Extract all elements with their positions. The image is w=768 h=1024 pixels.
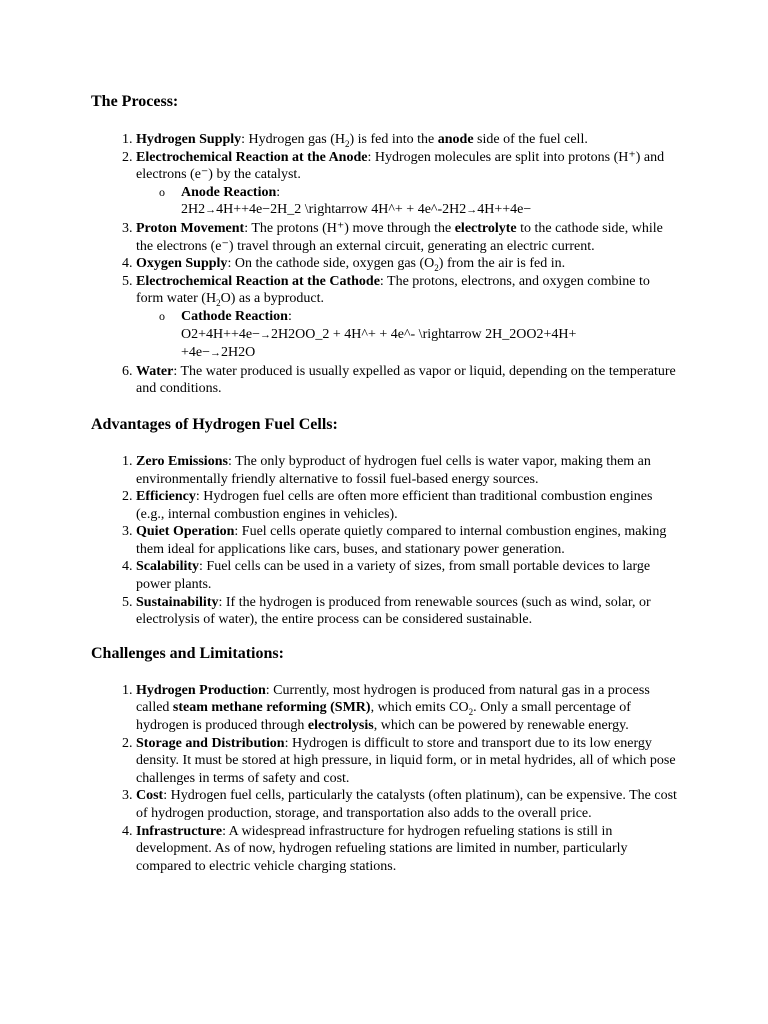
eq-part: +4e− [181,345,211,361]
subscript: 2 [216,298,221,309]
term: Electrochemical Reaction at the Cathode [136,273,380,289]
eq-part: 2H2 [181,202,206,218]
sub-list-item [159,308,680,363]
sub-label: Anode Reaction [181,184,277,200]
item-text: : Hydrogen gas (H [241,132,345,147]
list-item [136,735,680,788]
bold-term: anode [437,132,474,147]
term: Quiet Operation [136,524,235,540]
eq-part: 4H++4e−2H_2 \rightarrow 4H^+ + 4e^-2H2 [216,202,467,218]
item-text: side of the fuel cell. [473,132,588,147]
bullet-icon: o [159,308,165,323]
arrow-icon: → [205,204,217,217]
eq-part: 2H2O [221,345,256,361]
bold-term: electrolyte [454,220,517,236]
anode-equation [181,201,680,220]
sub-label: Cathode Reaction [181,308,288,324]
bold-term: electrolysis [307,718,374,734]
item-text: : Hydrogen fuel cells, particularly the catalysts (often platinum), can be expensive. The cost of hydrogen production, storage, and transportation also adds to the overall price. [136,788,677,821]
list-item [136,823,680,876]
list-item [136,131,680,149]
advantages-list [91,453,680,629]
eq-part: 2H2OO_2 + 4H^+ + 4e^- \rightarrow 2H_2OO2+4H+ [271,326,577,342]
term: Electrochemical Reaction at the Anode [136,149,368,165]
eq-part: 4H++4e− [477,202,532,218]
item-text: : Fuel cells operate quietly compared to internal combustion engines, making them ideal for applications like cars, buses, and stationary power generation. [136,524,667,557]
term: Water [136,363,174,379]
term: Proton Movement [136,220,245,236]
term: Sustainability [136,594,219,610]
item-text: to the cathode side, while the electrons (e⁻) travel through an external circuit, generating an electric current. [136,220,663,254]
item-text: : The protons, electrons, and oxygen combine to form water (H [136,273,650,307]
list-item [136,682,680,735]
colon: : [287,308,292,324]
item-text: : The only byproduct of hydrogen fuel cells is water vapor, making them an environmentally friendly alternative to fossil fuel-based energy sources. [136,453,651,487]
sub-list-item [159,184,680,220]
item-text: : Fuel cells can be used in a variety of sizes, from small portable devices to large power plants. [136,559,651,593]
cathode-equation-cont [181,344,680,363]
list-item [136,255,680,273]
list-item [136,453,680,488]
list-item [136,594,680,629]
eq-part: O2+4H++4e− [181,326,261,342]
item-text: : Currently, most hydrogen is produced from natural gas in a process called [136,682,650,716]
term: Scalability [136,559,200,575]
subscript: 2 [344,138,350,149]
item-text: : The water produced is usually expelled as vapor or liquid, depending on the temperature and conditions. [136,363,676,397]
subscript: 2 [434,262,439,273]
item-text: : The protons (H⁺) move through the [244,220,455,236]
arrow-icon: → [466,204,478,217]
item-text: O) as a byproduct. [220,291,324,307]
item-text: , which can be powered by renewable energy. [373,718,629,734]
item-text: . Only a small percentage of hydrogen is produced through [136,700,631,734]
list-item [136,523,680,558]
list-item [136,363,680,398]
advantages-heading: Advantages of Hydrogen Fuel Cells: [91,415,338,433]
list-item [136,149,680,220]
bold-term: steam methane reforming (SMR) [172,700,371,716]
challenges-list [91,682,680,876]
item-text: ) from the air is fed in. [438,256,566,272]
sub-list [136,184,680,220]
cathode-equation [181,326,680,345]
term: Storage and Distribution [136,735,285,751]
item-text: : A widespread infrastructure for hydrogen refueling stations is still in development. As of now, hydrogen refueling stations are limited in number, particularly compared to electric vehicle charging stations. [136,823,628,874]
list-item [136,273,680,363]
list-item [136,787,680,822]
list-item [136,488,680,523]
term: Infrastructure [136,823,223,839]
process-list [91,131,680,398]
subscript: 2 [468,707,474,718]
item-text: : Hydrogen is difficult to store and transport due to its low energy density. It must be stored at high pressure, in liquid form, or in metal hydrides, all of which pose challenges in terms of safety and cost. [136,735,676,786]
challenges-heading: Challenges and Limitations: [91,644,284,662]
arrow-icon: → [210,347,222,360]
term: Hydrogen Supply [136,132,242,147]
colon: : [276,184,281,200]
process-heading: The Process: [91,93,179,110]
item-text: : Hydrogen fuel cells are often more efficient than traditional combustion engines (e.g., internal combustion engines in vehicles). [136,489,653,522]
bullet-icon: o [159,184,165,199]
term: Efficiency [136,489,196,505]
term: Cost [136,788,164,804]
item-text: , which emits CO [370,700,469,716]
term: Hydrogen Production [136,682,266,698]
item-text: : Hydrogen molecules are split into protons (H⁺) and electrons (e⁻) by the catalyst. [136,149,665,183]
term: Oxygen Supply [136,256,228,272]
item-text: : If the hydrogen is produced from renewable sources (such as wind, solar, or electrolysis of water), the entire process can be considered sustainable. [136,594,651,628]
item-text: : On the cathode side, oxygen gas (O [227,256,435,272]
arrow-icon: → [260,328,272,341]
term: Zero Emissions [136,453,228,469]
list-item [136,558,680,593]
sub-list [136,308,680,363]
list-item [136,220,680,255]
item-text: ) is fed into the [349,132,438,147]
